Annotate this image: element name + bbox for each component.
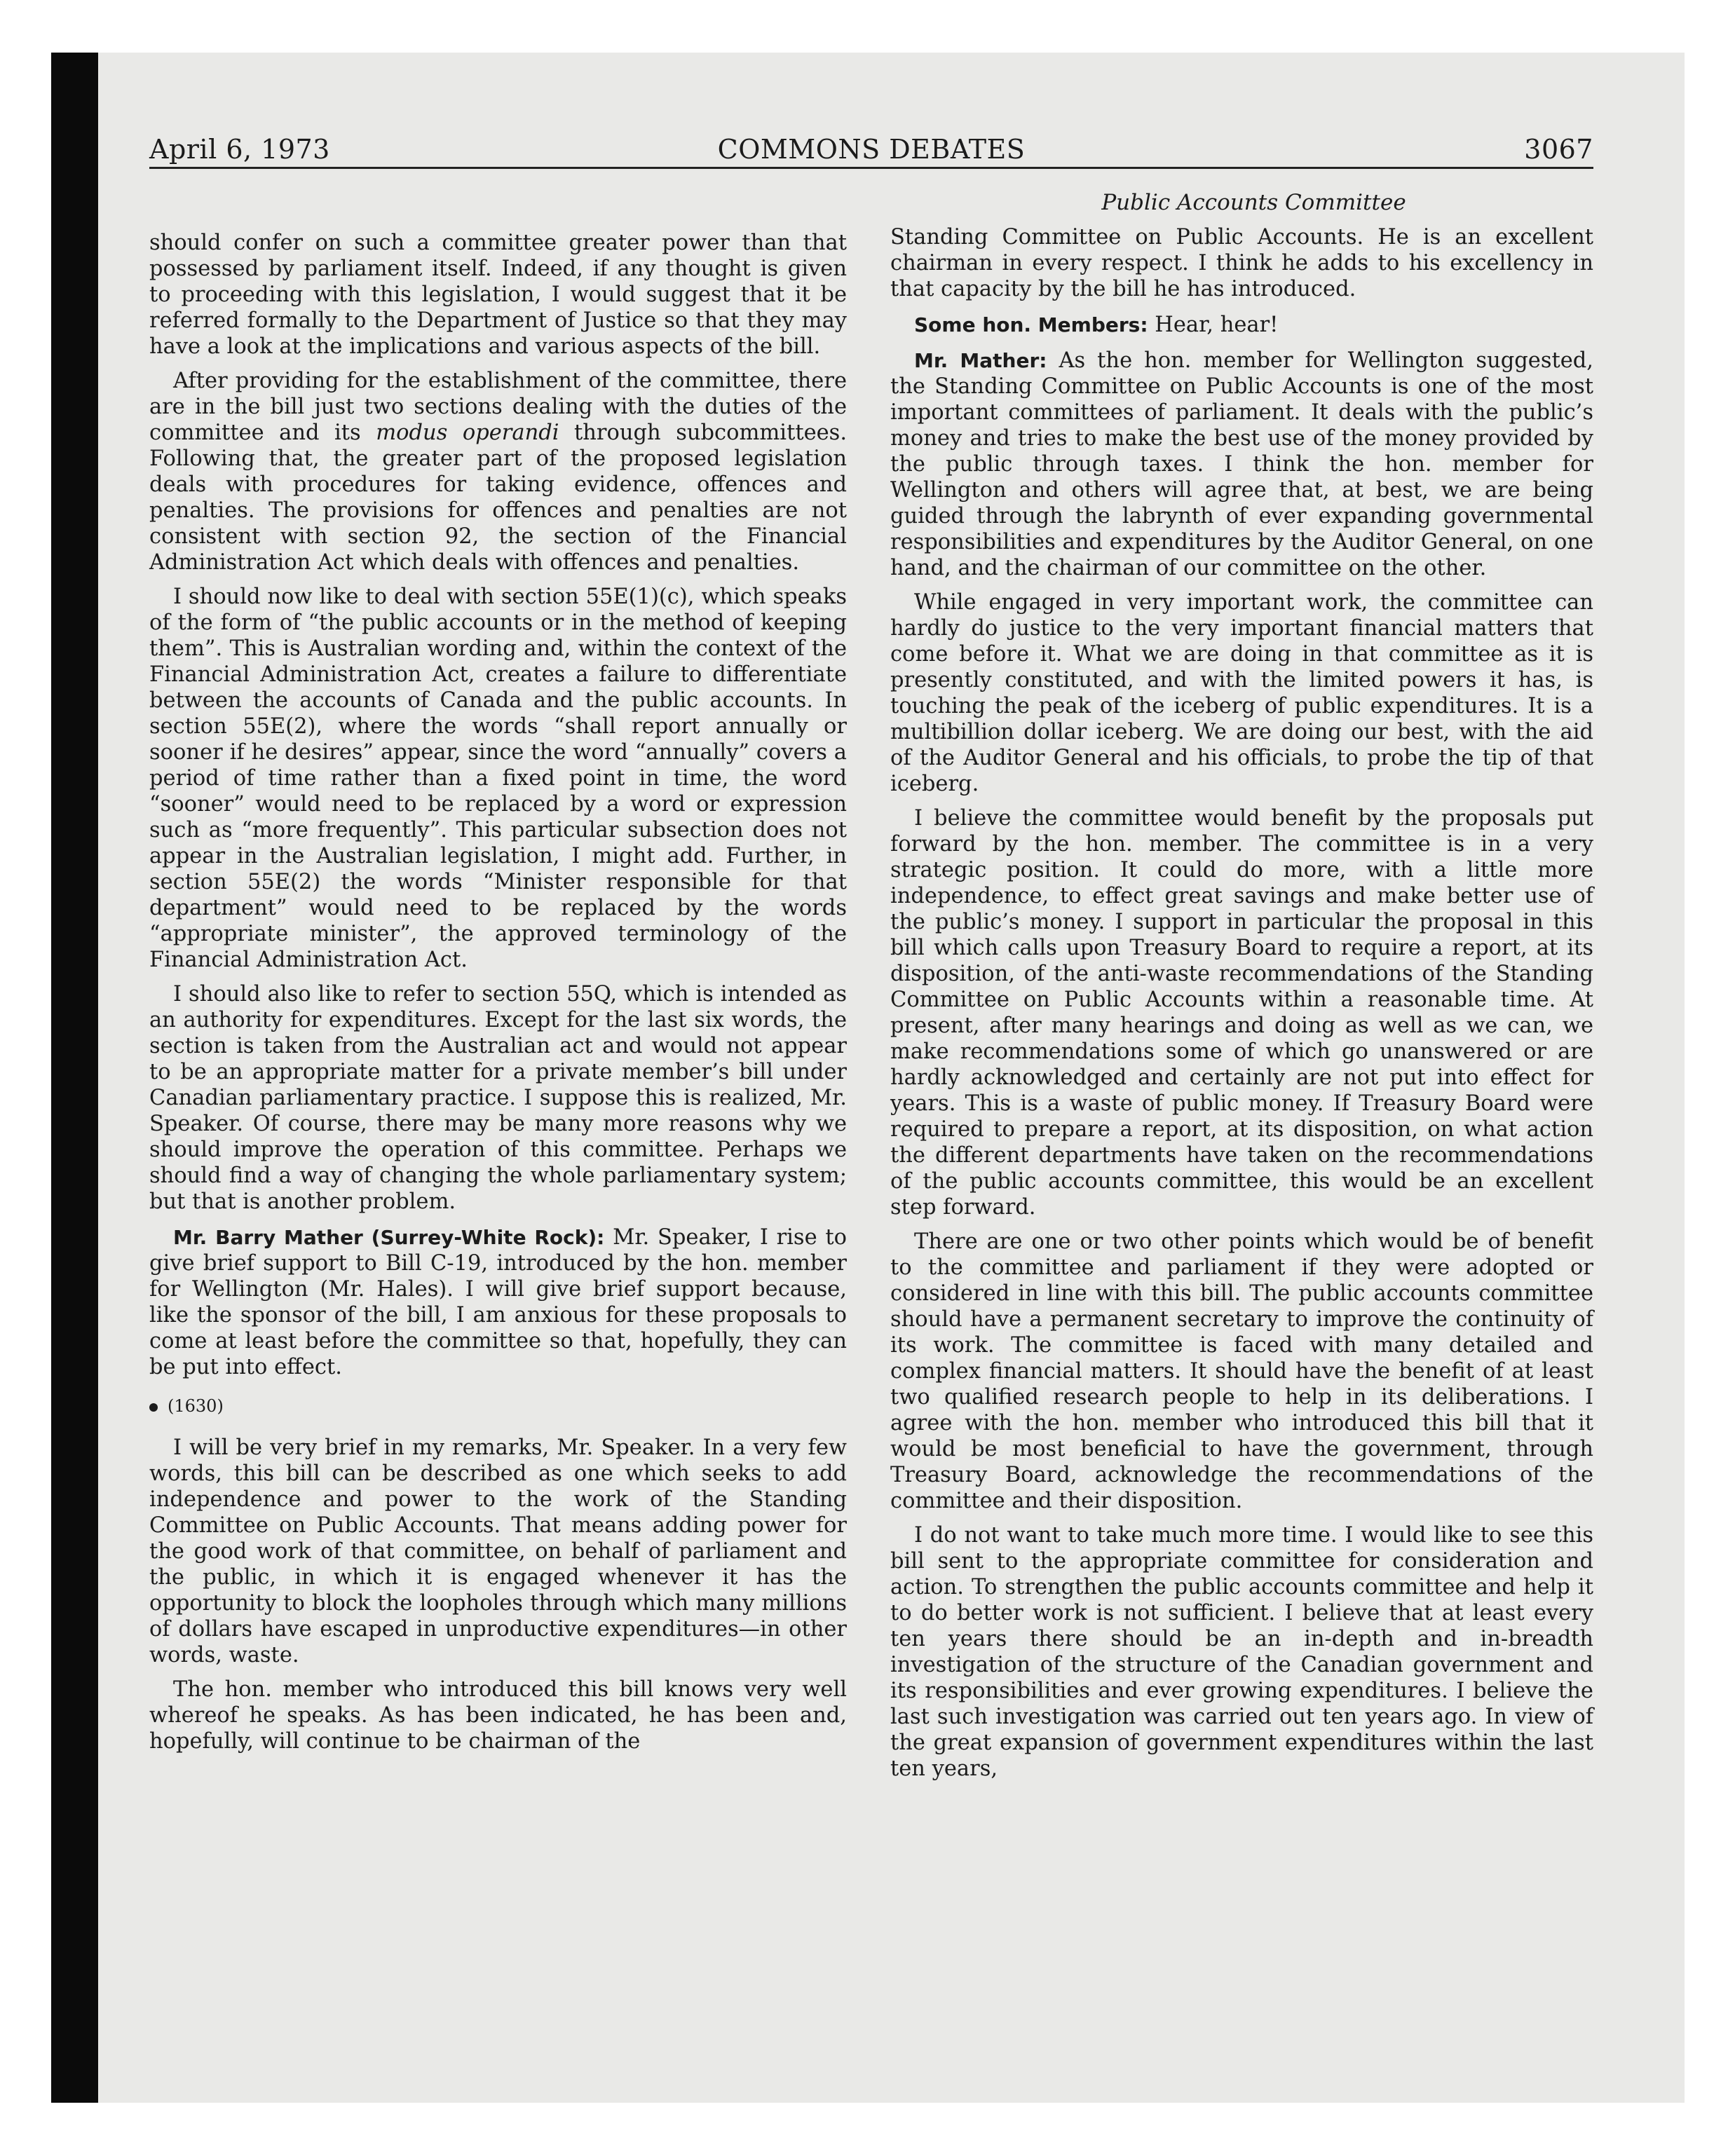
speech xyxy=(149,1224,847,1380)
paragraph: I should now like to deal with section 55E(1)(c), which speaks of the form of “the public accounts or in the method of keeping them”. This is Australian wording and, within the context of the Financial Administration Act, creates a failure to differentiate between the accounts of Canada and the public accounts. In section 55E(2), where the words “shall report annually or sooner if he desires” appear, since the word “annually” covers a period of time rather than a fixed point in time, the word “sooner” would need to be replaced by a word or expression such as “more frequently”. This particular subsection does not appear in the Australian legislation, I might add. Further, in section 55E(2) the words “Minister responsible for that department” would need to be replaced by the words “appropriate minister”, the approved terminology of the Financial Administration Act. xyxy=(149,585,847,972)
speech-text: Mr. Speaker, I rise to give brief support to Bill C-19, introduced by the hon. member for Wellington (Mr. Hales). I will give brief support because, like the sponsor of the bill, I am anxious for these proposals to come at least before the committee so that, hopefully, they can be put into effect. xyxy=(149,1225,847,1379)
latin-phrase: modus operandi xyxy=(376,421,559,445)
bullet-icon xyxy=(149,1403,158,1412)
paragraph-text: through subcommittees. Following that, the greater part of the proposed legislation deals with procedures for taking evidence, offences and penalties. The provisions for offences and penalties are not consistent with section 92, the section of the Financial Administration Act which deals with offences and penalties. xyxy=(149,421,848,575)
paragraph: I will be very brief in my remarks, Mr. Speaker. In a very few words, this bill can be described as one which seeks to add independence and power to the work of the Standing Committee on Public Accounts. That means adding power for the good work of that committee, on behalf of parliament and the public, in which it is engaged whenever it has the opportunity to block the loopholes through which many millions of dollars have escaped in unproductive expenditures—in other words, waste. xyxy=(149,1435,847,1667)
header-date: April 6, 1973 xyxy=(149,134,330,165)
paragraph: Standing Committee on Public Accounts. He is an excellent chairman in every respect. I think he adds to his excellency in that capacity by the bill he has introduced. xyxy=(890,225,1593,301)
paragraph: While engaged in very important work, the committee can hardly do justice to the very important financial matters that come before it. What we are doing in that committee as it is presently constituted, and with the limited powers it has, is touching the peak of the iceberg of public expenditures. It is a multibillion dollar iceberg. We are doing our best, with the aid of the Auditor General and his officials, to probe the tip of that iceberg. xyxy=(890,590,1593,796)
time-marker xyxy=(149,1396,847,1417)
paragraph: I should also like to refer to section 55Q, which is intended as an authority for expenditures. Except for the last six words, the section is taken from the Australian act and would not appear to be an appropriate matter for a private member’s bill under Canadian parliamentary practice. I suppose this is realized, Mr. Speaker. Of course, there may be many more reasons why we should improve the operation of this committee. Perhaps we should find a way of changing the whole parliamentary system; but that is another problem. xyxy=(149,982,847,1214)
running-head xyxy=(149,133,1593,169)
paragraph: should confer on such a committee greater power than that possessed by parliament itself. Indeed, if any thought is given to proceeding with this legislation, I would suggest that it be referred formally to the Department of Justice so that they may have a look at the implications and various aspects of the bill. xyxy=(149,231,847,359)
speaker-name: Mr. Mather: xyxy=(914,349,1047,372)
paragraph: There are one or two other points which would be of benefit to the committee and parliament if they were adopted or considered in line with this bill. The public accounts committee should have a permanent secretary to improve the continuity of its work. The committee is faced with many detailed and complex financial matters. It should have the benefit of at least two qualified research people to help in its deliberations. I agree with the hon. member who introduced this bill that it would be most beneficial to have the government, through Treasury Board, acknowledge the recommendations of the committee and their disposition. xyxy=(890,1229,1593,1513)
header-title: COMMONS DEBATES xyxy=(717,134,1026,165)
paragraph: I do not want to take much more time. I would like to see this bill sent to the appropriate committee for consideration and action. To strengthen the public accounts committee and help it to do better work is not sufficient. I believe that at least every ten years there should be an in-depth and in-breadth investigation of the structure of the Canadian government and its responsibilities and ever growing expenditures. I believe the last such investigation was carried out ten years ago. In view of the great expansion of government expenditures within the last ten years, xyxy=(890,1523,1593,1781)
right-column xyxy=(890,189,1593,1790)
paragraph-text: After providing for the establishment of the committee, there are in the bill just two sections dealing with the duties of the committee and its xyxy=(149,369,847,445)
speaker-name: Mr. Barry Mather (Surrey-White Rock): xyxy=(173,1226,605,1249)
time-marker-text: (1630) xyxy=(168,1396,224,1416)
paragraph: I believe the committee would benefit by the proposals put forward by the hon. member. The committee is in a very strategic position. It could do more, with a little more independence, to effect great savings and make better use of the public’s money. I support in particular the proposal in this bill which calls upon Treasury Board to require a report, at its disposition, of the anti-waste recommendations of the Standing Committee on Public Accounts within a reasonable time. At present, after many hearings and doing as well as we can, we make recommendations some of which go unanswered or are hardly acknowledged and certainly are not put into effect for years. This is a waste of public money. If Treasury Board were required to prepare a report, at its disposition, on what action the different departments have taken on the recommendations of the public accounts committee, this would be an excellent step forward. xyxy=(890,806,1593,1220)
speaker-name: Some hon. Members: xyxy=(914,313,1148,336)
speech xyxy=(890,348,1593,581)
paragraph: The hon. member who introduced this bill knows very well whereof he speaks. As has been indicated, he has been and, hopefully, will continue to be chairman of the xyxy=(149,1677,847,1754)
section-title: Public Accounts Committee xyxy=(1101,190,1406,215)
left-column xyxy=(149,230,847,1763)
speech-text: Hear, hear! xyxy=(1155,313,1279,337)
scan-border-edge xyxy=(51,53,98,2103)
speech-text: As the hon. member for Wellington suggested, the Standing Committee on Public Accounts is one of the most important committees of parliament. It deals with the public’s money and tries to make the best use of the money provided by the public through taxes. I think the hon. member for Wellington and others will agree that, at best, we are being guided through the labrynth of ever expanding governmental responsibilities and expenditures by the Auditor General, on one hand, and the chairman of our committee on the other. xyxy=(890,348,1593,580)
speech xyxy=(890,312,1593,338)
page-number: 3067 xyxy=(1524,134,1593,165)
paragraph xyxy=(149,368,847,575)
